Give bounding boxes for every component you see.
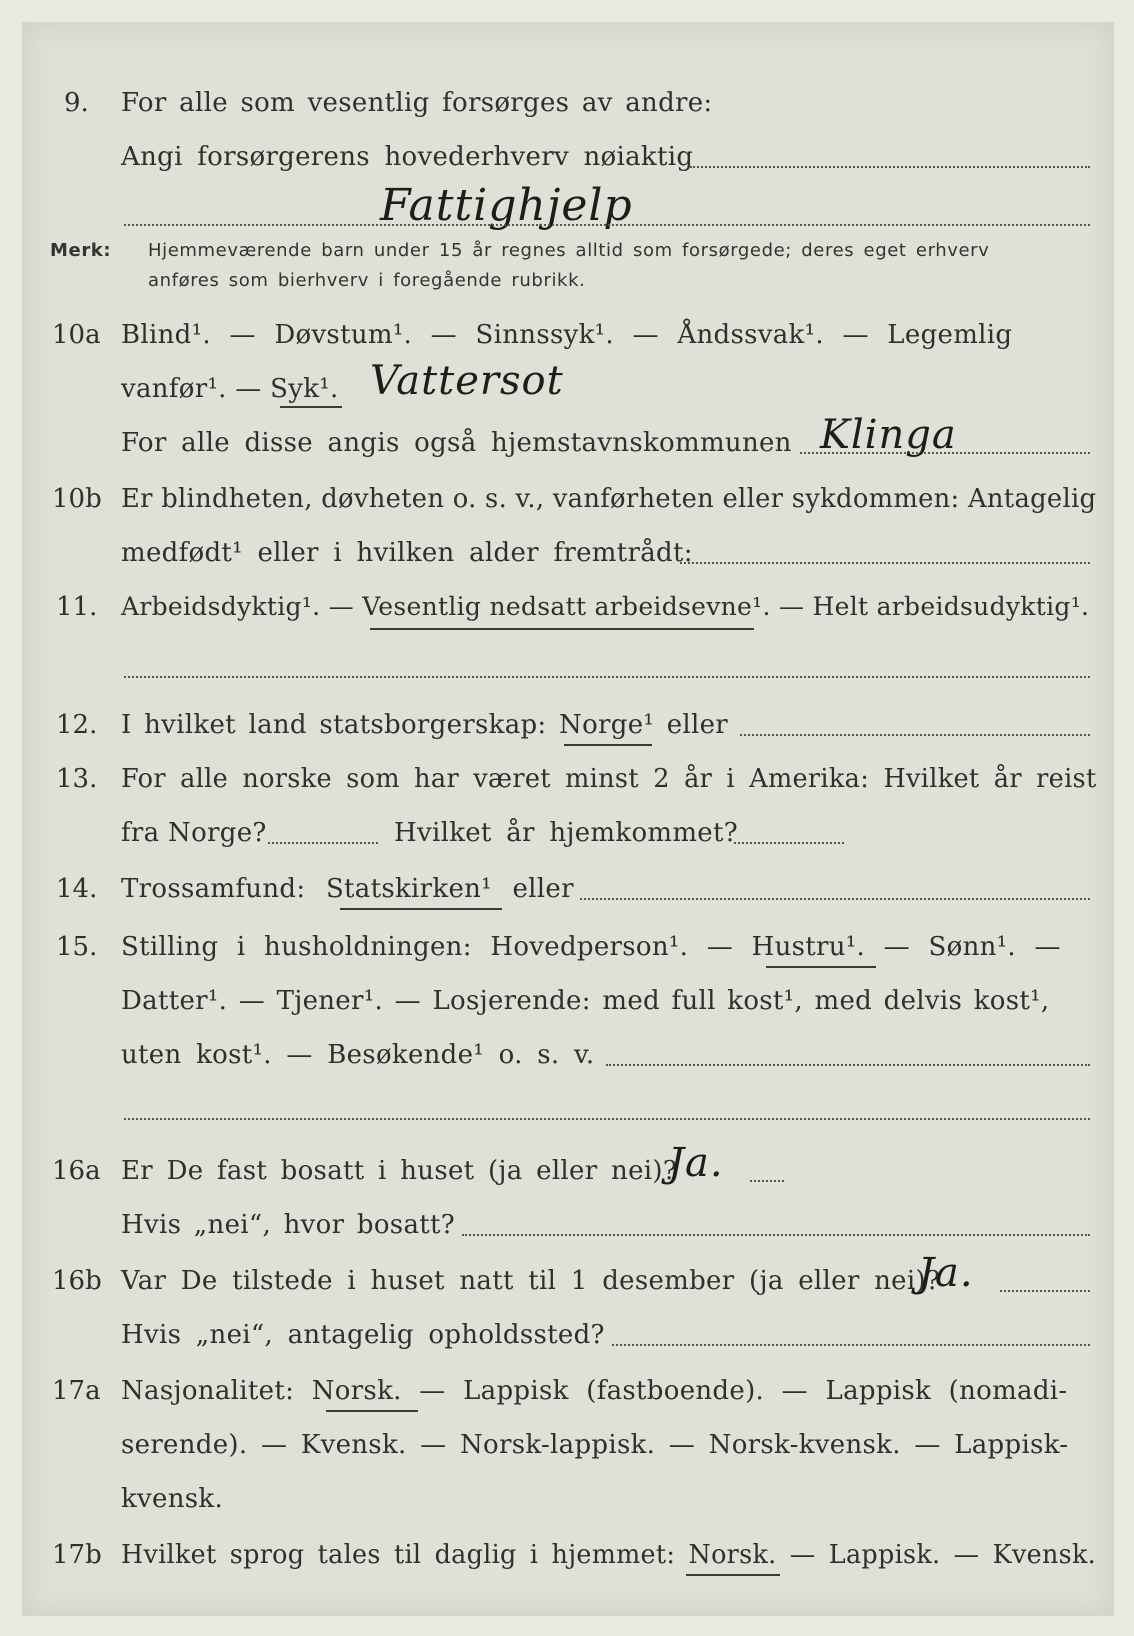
q10a-handwritten-sickness: Vattersot — [370, 358, 564, 404]
q16b-line1: Var De tilstede i huset natt til 1 desember (ja eller nei)? — [121, 1266, 941, 1296]
q16a-fill-line — [750, 1180, 784, 1182]
q14-line1: Trossamfund: Statskirken¹ eller — [121, 874, 574, 904]
q17b-line1: Hvilket sprog tales til daglig i hjemmet: Norsk. — Lappisk. — Kvensk. — [121, 1540, 1097, 1570]
q16a-line1: Er De fast bosatt i huset (ja eller nei)? — [121, 1156, 678, 1186]
q12-fill-line — [740, 734, 1090, 736]
q15-underline — [766, 966, 876, 968]
q10b-fill-line — [680, 562, 1090, 564]
q13-fill-line-1 — [268, 842, 378, 844]
q17a-underline — [326, 1410, 418, 1412]
q9-handwritten-answer: Fattighjelp — [380, 180, 633, 231]
q15-number: 15. — [56, 932, 98, 962]
q17a-line1: Nasjonalitet: Norsk. — Lappisk (fastboende). — Lappisk (nomadi- — [121, 1376, 1068, 1406]
q12-line1: I hvilket land statsborgerskap: Norge¹ eller — [121, 710, 729, 740]
q16b-fill-line-2 — [612, 1344, 1090, 1346]
q16b-number: 16b — [52, 1266, 102, 1296]
q9-line2: Angi forsørgerens hovederhverv nøiaktig — [121, 142, 694, 172]
q14-number: 14. — [56, 874, 98, 904]
q13-line2a: fra Norge? — [121, 818, 267, 848]
q10a-line2: vanfør¹. — Syk¹. — [121, 374, 339, 404]
q16a-number: 16a — [52, 1156, 101, 1186]
q16b-line2: Hvis „nei“, antagelig opholdssted? — [121, 1320, 605, 1350]
q16a-line2: Hvis „nei“, hvor bosatt? — [121, 1210, 455, 1240]
q11-underline — [370, 628, 754, 630]
merk-line1: Hjemmeværende barn under 15 år regnes alltid som forsørgede; deres eget erhverv — [148, 240, 990, 261]
q17a-line2: serende). — Kvensk. — Norsk-lappisk. — Norsk-kvensk. — Lappisk- — [121, 1430, 1069, 1460]
q16b-handwritten-answer: Ja. — [918, 1250, 974, 1296]
q13-line2b: Hvilket år hjemkommet? — [394, 818, 738, 848]
q17a-line3: kvensk. — [121, 1484, 224, 1514]
q15-fill-line-2 — [124, 1118, 1090, 1120]
q13-fill-line-2 — [734, 842, 844, 844]
q16a-fill-line-2 — [462, 1234, 1090, 1236]
q17a-number: 17a — [52, 1376, 101, 1406]
q10a-syk-underline — [280, 406, 342, 408]
q9-number: 9. — [64, 88, 89, 118]
q10b-line1: Er blindheten, døvheten o. s. v., vanførheten eller sykdommen: Antagelig — [121, 484, 1097, 514]
q11-number: 11. — [56, 592, 98, 622]
q17b-number: 17b — [52, 1540, 102, 1570]
q16b-fill-line — [1000, 1290, 1090, 1292]
q12-number: 12. — [56, 710, 98, 740]
merk-line2: anføres som bierhverv i foregående rubrikk. — [148, 270, 586, 291]
q13-number: 13. — [56, 764, 98, 794]
q14-underline — [340, 908, 502, 910]
q10b-line2: medfødt¹ eller i hvilken alder fremtrådt: — [121, 538, 693, 568]
q10a-line1: Blind¹. — Døvstum¹. — Sinnssyk¹. — Åndssvak¹. — Legemlig — [121, 320, 1013, 350]
q10a-line3: For alle disse angis også hjemstavnskommunen — [121, 428, 792, 458]
q15-line2: Datter¹. — Tjener¹. — Losjerende: med full kost¹, med delvis kost¹, — [121, 986, 1050, 1016]
q12-underline — [564, 744, 652, 746]
merk-label: Merk: — [50, 240, 112, 261]
q15-line1: Stilling i husholdningen: Hovedperson¹. — Hustru¹. — Sønn¹. — — [121, 932, 1061, 962]
q17b-underline — [686, 1574, 780, 1576]
q13-line1: For alle norske som har været minst 2 år i Amerika: Hvilket år reist — [121, 764, 1097, 794]
q11-fill-line — [124, 676, 1090, 678]
q10b-number: 10b — [52, 484, 102, 514]
q15-fill-line — [606, 1064, 1090, 1066]
q14-fill-line — [580, 898, 1090, 900]
q11-line1: Arbeidsdyktig¹. — Vesentlig nedsatt arbeidsevne¹. — Helt arbeidsudyktig¹. — [121, 592, 1090, 621]
q10a-number: 10a — [52, 320, 101, 350]
q9-line1: For alle som vesentlig forsørges av andre: — [121, 88, 713, 118]
q10a-handwritten-home: Klinga — [820, 412, 957, 458]
q15-line3: uten kost¹. — Besøkende¹ o. s. v. — [121, 1040, 595, 1070]
q16a-handwritten-answer: Ja. — [668, 1140, 724, 1186]
q9-fill-line — [690, 166, 1090, 168]
q9-fill-line-2 — [124, 224, 1090, 226]
